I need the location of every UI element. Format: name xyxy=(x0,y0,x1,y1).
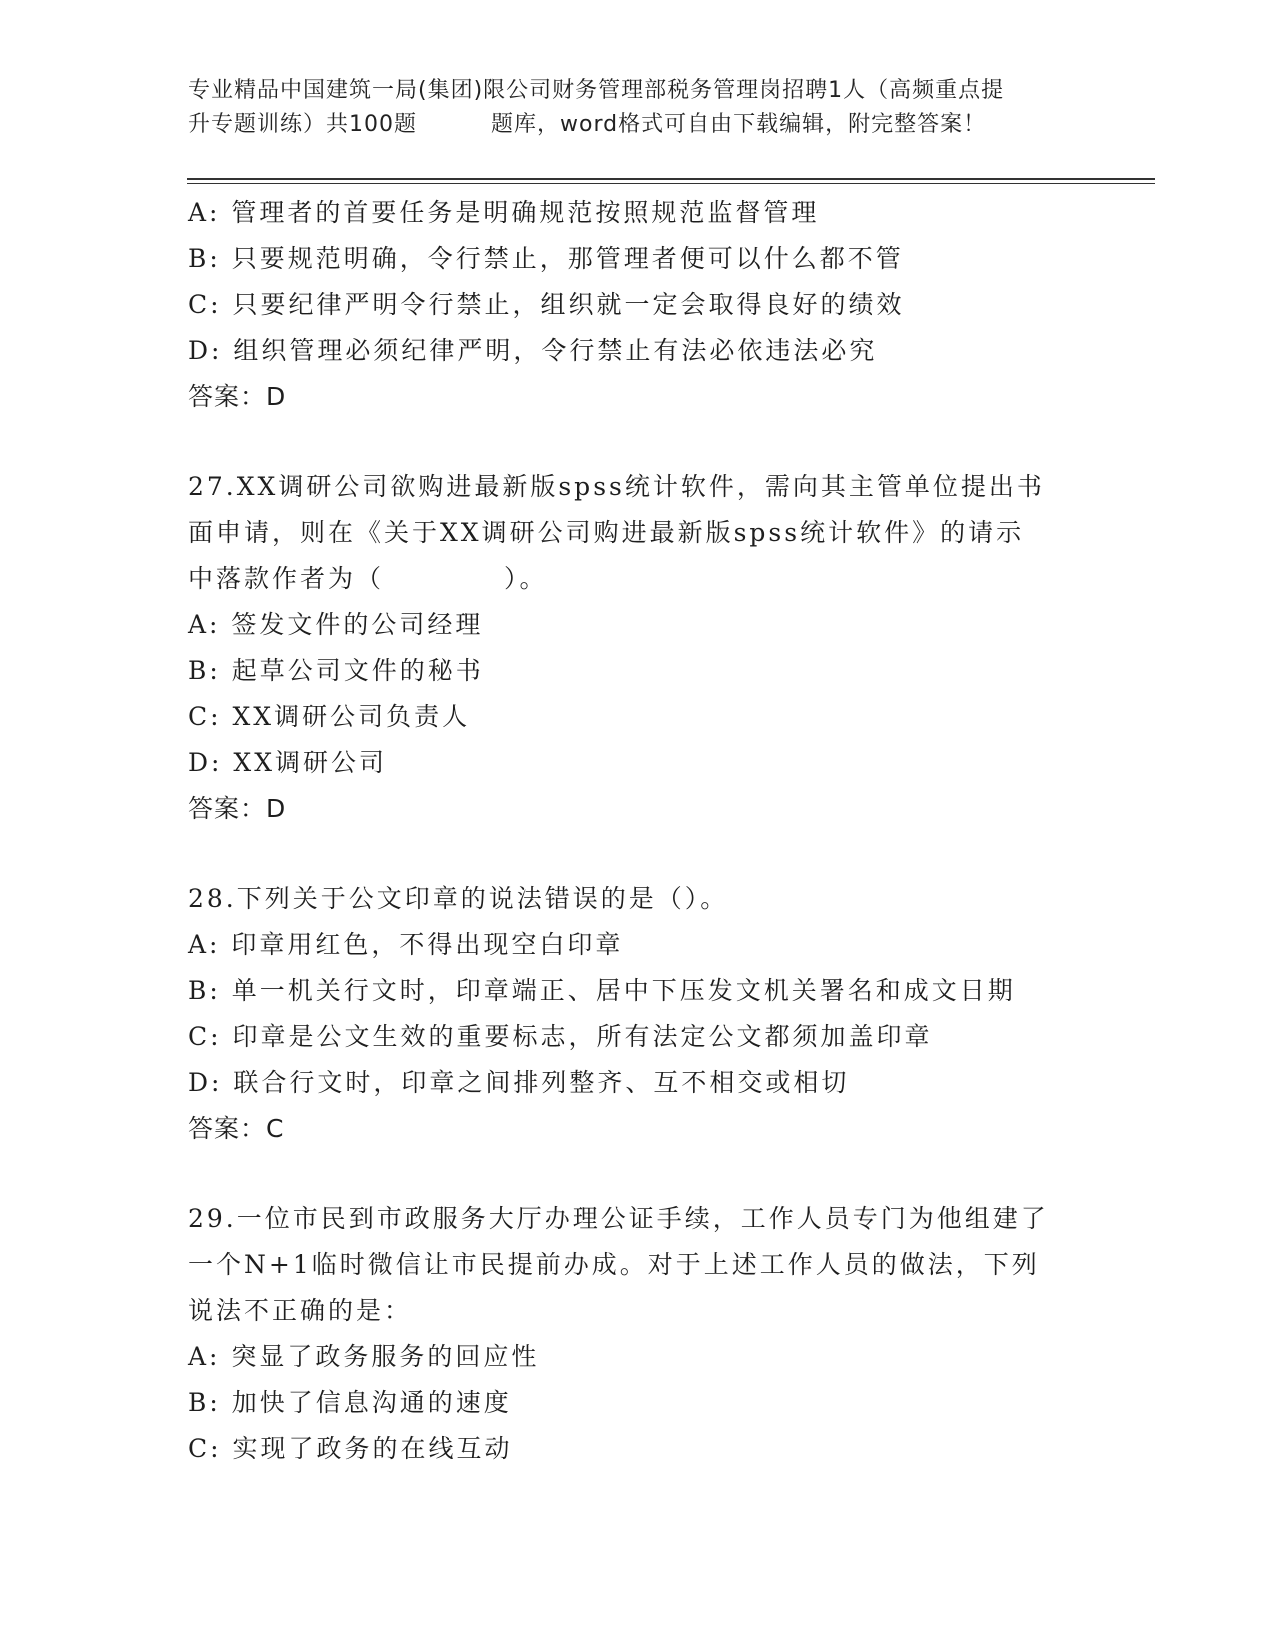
header-rule-thick xyxy=(187,178,1155,180)
question-stem-line: 一个N+1临时微信让市民提前办成。对于上述工作人员的做法，下列 xyxy=(188,1250,1040,1279)
header-line-2-right: 题库，word格式可自由下载编辑，附完整答案！ xyxy=(491,112,987,137)
question-27 xyxy=(188,464,1108,832)
answer: 答案：D xyxy=(188,382,287,411)
option-c: C: 实现了政务的在线互动 xyxy=(188,1434,513,1463)
question-stem-line: 说法不正确的是： xyxy=(188,1296,413,1325)
header-rule-thin xyxy=(187,183,1155,184)
option-a: A: 突显了政务服务的回应性 xyxy=(188,1342,540,1371)
option-b: B: 只要规范明确，令行禁止，那管理者便可以什么都不管 xyxy=(188,244,904,273)
option-c: C: XX调研公司负责人 xyxy=(188,702,471,731)
header-line-2-left: 升专题训练）共100题 xyxy=(188,112,417,137)
question-29 xyxy=(188,1196,1108,1472)
answer: 答案：D xyxy=(188,794,287,823)
question-stem-line xyxy=(188,556,1108,602)
question-stem-line: 27.XX调研公司欲购进最新版spss统计软件，需向其主管单位提出书 xyxy=(188,472,1045,501)
question-26 xyxy=(188,190,1108,420)
document-header xyxy=(188,74,1088,142)
stem-part: ）。 xyxy=(504,564,548,593)
option-b: B: 起草公司文件的秘书 xyxy=(188,656,484,685)
option-d: D: XX调研公司 xyxy=(188,748,388,777)
option-d: D: 联合行文时，印章之间排列整齐、互不相交或相切 xyxy=(188,1068,850,1097)
option-a: A: 印章用红色，不得出现空白印章 xyxy=(188,930,624,959)
question-stem-line: 29.一位市民到市政服务大厅办理公证手续，工作人员专门为他组建了 xyxy=(188,1204,1049,1233)
option-b: B: 单一机关行文时，印章端正、居中下压发文机关署名和成文日期 xyxy=(188,976,1016,1005)
answer: 答案：C xyxy=(188,1114,285,1143)
option-c: C: 只要纪律严明令行禁止，组织就一定会取得良好的绩效 xyxy=(188,290,905,319)
option-c: C: 印章是公文生效的重要标志，所有法定公文都须加盖印章 xyxy=(188,1022,933,1051)
question-content xyxy=(188,190,1108,1472)
question-stem-line: 28.下列关于公文印章的说法错误的是（）。 xyxy=(188,884,729,913)
header-line-2 xyxy=(188,108,1088,142)
stem-part: 中落款作者为（ xyxy=(188,564,385,593)
option-a: A: 管理者的首要任务是明确规范按照规范监督管理 xyxy=(188,198,820,227)
question-28 xyxy=(188,876,1108,1152)
question-stem-line: 面申请，则在《关于XX调研公司购进最新版spss统计软件》的请示 xyxy=(188,518,1025,547)
option-b: B: 加快了信息沟通的速度 xyxy=(188,1388,512,1417)
option-a: A: 签发文件的公司经理 xyxy=(188,610,484,639)
header-line-1: 专业精品中国建筑一局(集团)限公司财务管理部税务管理岗招聘1人（高频重点提 xyxy=(188,78,1005,103)
option-d: D: 组织管理必须纪律严明，令行禁止有法必依违法必究 xyxy=(188,336,878,365)
